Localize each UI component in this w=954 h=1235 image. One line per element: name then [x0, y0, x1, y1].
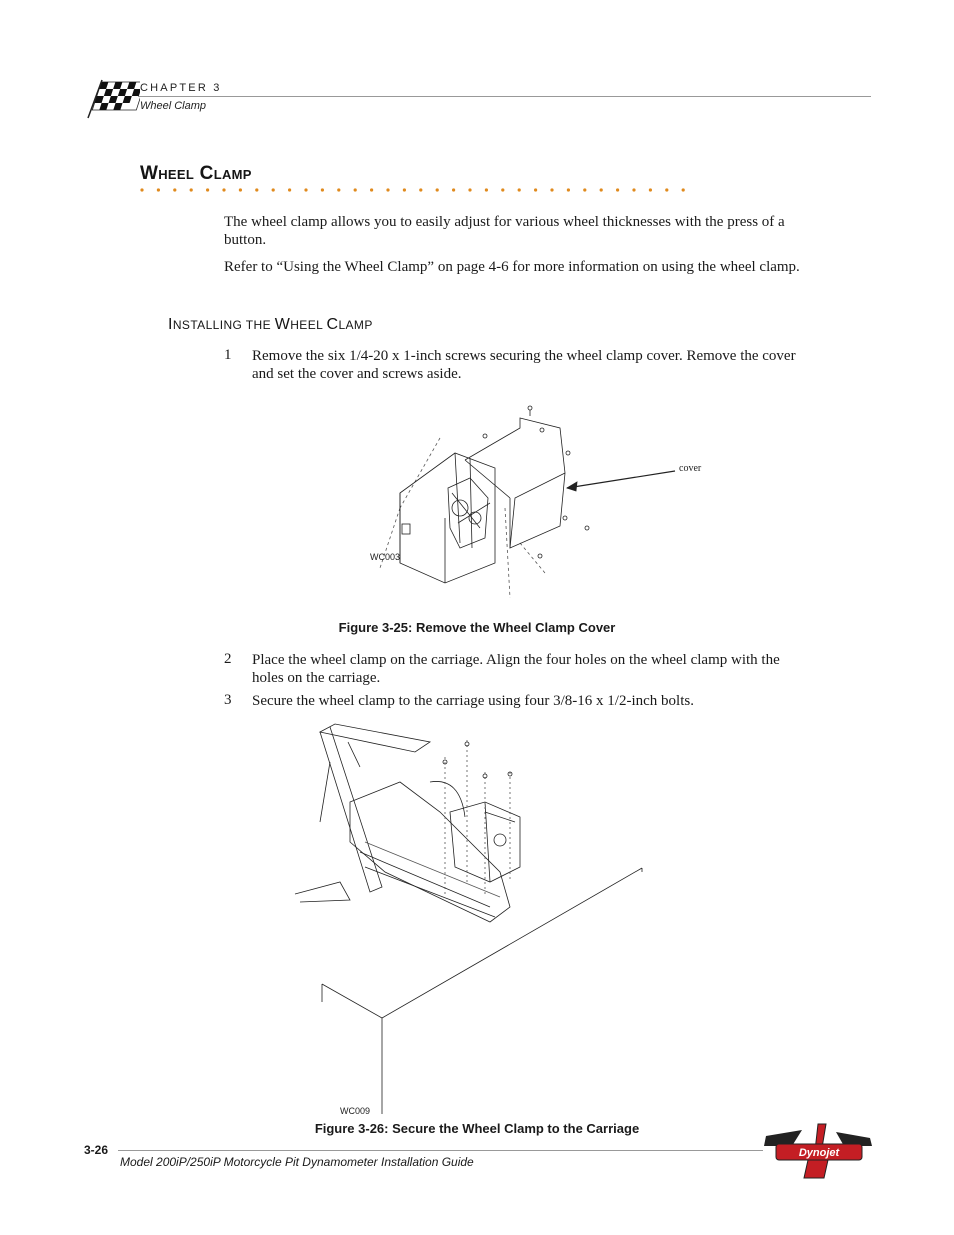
- subsection-title: [168, 316, 373, 334]
- rule-dot: [518, 188, 521, 191]
- rule-dot: [649, 188, 652, 191]
- step-text: Place the wheel clamp on the carriage. Align the four holes on the wheel clamp with the holes on the carriage.: [252, 652, 780, 686]
- step-text: Remove the six 1/4-20 x 1-inch screws securing the wheel clamp cover. Remove the cover and set the cover and screws aside.: [252, 348, 796, 382]
- chapter-label: CHAPTER 3: [140, 82, 222, 94]
- rule-dot: [337, 188, 340, 191]
- rule-dot: [157, 188, 160, 191]
- rule-dot: [403, 188, 406, 191]
- rule-dot: [272, 188, 275, 191]
- header-rule: [138, 96, 871, 97]
- rule-dot: [485, 188, 488, 191]
- rule-dot: [140, 188, 143, 191]
- rule-dot: [682, 188, 685, 191]
- rule-dot: [304, 188, 307, 191]
- figure-remove-cover: [360, 398, 720, 606]
- figure-caption: Figure 3-26: Secure the Wheel Clamp to the Carriage: [314, 1121, 640, 1136]
- rule-dot: [501, 188, 504, 191]
- rule-dot: [600, 188, 603, 191]
- rule-dot: [386, 188, 389, 191]
- section-title-text: Wheel Clamp: [140, 163, 252, 184]
- rule-dot: [550, 188, 553, 191]
- rule-dot: [452, 188, 455, 191]
- dotted-rule: [140, 186, 685, 194]
- step-number: 2: [224, 651, 232, 667]
- dynojet-logo: [762, 1122, 874, 1182]
- figure-code: WC009: [340, 1106, 371, 1116]
- rule-dot: [370, 188, 373, 191]
- rule-dot: [321, 188, 324, 191]
- rule-dot: [419, 188, 422, 191]
- step-number: 1: [224, 347, 232, 363]
- reference-paragraph: Refer to “Using the Wheel Clamp” on page 4-6 for more information on using the wheel clamp.: [224, 259, 800, 275]
- rule-dot: [206, 188, 209, 191]
- rule-dot: [665, 188, 668, 191]
- subsection-title-initial: C: [326, 316, 339, 333]
- rule-dot: [632, 188, 635, 191]
- section-title: [140, 163, 252, 185]
- step-text: Secure the wheel clamp to the carriage using four 3/8-16 x 1/2-inch bolts.: [252, 693, 694, 709]
- rule-dot: [468, 188, 471, 191]
- rule-dot: [583, 188, 586, 191]
- figure-secure-clamp: [290, 722, 650, 1122]
- footer-title: Model 200iP/250iP Motorcycle Pit Dynamometer Installation Guide: [120, 1155, 474, 1169]
- step-number: 3: [224, 692, 232, 708]
- rule-dot: [436, 188, 439, 191]
- figure-caption: Figure 3-25: Remove the Wheel Clamp Cover: [338, 620, 616, 635]
- intro-paragraph: The wheel clamp allows you to easily adjust for various wheel thicknesses with the press of a button.: [224, 214, 785, 248]
- rule-dot: [239, 188, 242, 191]
- rule-dot: [616, 188, 619, 191]
- rule-dot: [288, 188, 291, 191]
- footer-rule: [118, 1150, 763, 1151]
- figure-code: WC003: [370, 552, 401, 562]
- subsection-title-initial: W: [274, 316, 291, 333]
- subsection-title-part: LAMP: [338, 318, 373, 332]
- rule-dot: [222, 188, 225, 191]
- checkered-flag-icon: [80, 74, 140, 120]
- rule-dot: [534, 188, 537, 191]
- page-number: 3-26: [84, 1143, 109, 1157]
- subsection-title-part: HEEL: [290, 318, 327, 332]
- rule-dot: [173, 188, 176, 191]
- logo-text: Dynojet: [798, 1147, 840, 1159]
- rule-dot: [190, 188, 193, 191]
- subsection-title-part: NSTALLING THE: [172, 318, 275, 332]
- rule-dot: [354, 188, 357, 191]
- rule-dot: [255, 188, 258, 191]
- chapter-section-label: Wheel Clamp: [140, 100, 207, 112]
- figure-callout: cover: [679, 463, 702, 474]
- rule-dot: [567, 188, 570, 191]
- subsection-title-initial: I: [168, 316, 173, 333]
